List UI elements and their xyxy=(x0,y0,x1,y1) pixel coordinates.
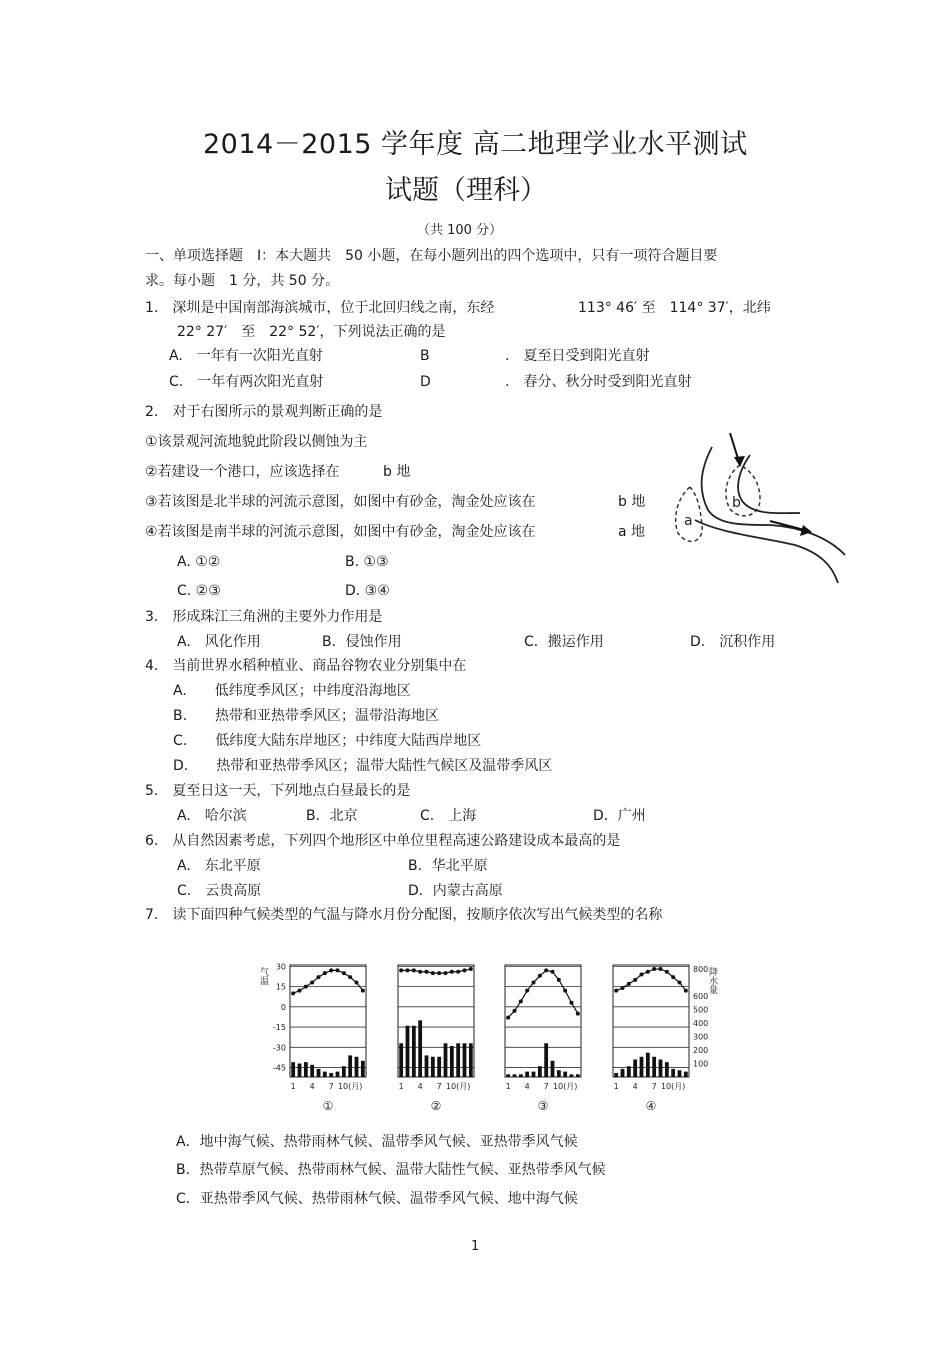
q1-option-a: A. 一年有一次阳光直射 xyxy=(169,348,323,364)
precip-bar xyxy=(355,1057,359,1077)
temp-point xyxy=(557,978,561,982)
q6-option-a: A. 东北平原 xyxy=(177,858,261,874)
x-tick-label: 4 xyxy=(417,1082,423,1091)
q7-stem: 7. 读下面四种气候类型的气温与降水月份分配图，按顺序依次写出气候类型的名称 xyxy=(145,907,663,923)
precip-bar xyxy=(640,1057,644,1077)
q5-stem: 5. 夏至日这一天，下列地点白昼最长的是 xyxy=(145,783,411,799)
precip-bar xyxy=(418,1020,422,1077)
q6-option-b: B．华北平原 xyxy=(408,858,488,874)
fig-label-b: b xyxy=(732,495,741,511)
temp-point xyxy=(678,981,682,985)
q1-option-d-letter: D xyxy=(420,374,431,390)
temp-point xyxy=(544,968,548,972)
q1-stem-coords: 113° 46′ 至 114° 37′，北纬 xyxy=(578,300,771,316)
q4-option-d: D. 热带和亚热带季风区；温带大陆性气候区及温带季风区 xyxy=(173,758,553,774)
precip-bar xyxy=(323,1072,327,1077)
temp-point xyxy=(304,985,308,989)
temp-point xyxy=(444,971,448,975)
panel-frame xyxy=(505,965,581,1077)
temp-line xyxy=(293,970,363,993)
q7-option-c: C．亚热带季风气候、热带雨林气候、温带季风气候、地中海气候 xyxy=(176,1191,578,1207)
q1-option-c: C. 一年有两次阳光直射 xyxy=(169,374,324,390)
q3-option-c: C．搬运作用 xyxy=(524,634,604,650)
temp-point xyxy=(463,968,467,972)
temp-point xyxy=(291,991,295,995)
precip-bar xyxy=(551,1061,555,1077)
precip-bar xyxy=(684,1072,688,1077)
precip-bar xyxy=(336,1072,340,1077)
temp-point xyxy=(513,1009,517,1013)
precip-bar xyxy=(513,1074,517,1077)
temp-point xyxy=(336,968,340,972)
q4-option-b: B. 热带和亚热带季风区；温带沿海地区 xyxy=(173,708,440,724)
temp-point xyxy=(399,968,403,972)
precip-bar xyxy=(348,1055,352,1077)
x-tick-label: 7 xyxy=(651,1082,657,1091)
precip-bar xyxy=(506,1074,510,1077)
q2-stem: 2. 对于右图所示的景观判断正确的是 xyxy=(145,404,383,420)
temp-point xyxy=(469,967,473,971)
q2-statement-3-tail: b 地 xyxy=(618,494,646,510)
temp-point xyxy=(614,989,618,993)
x-tick-label: 10(月) xyxy=(660,1082,686,1091)
right-tick-label: 600 xyxy=(693,992,709,1002)
river-bank-lower xyxy=(738,455,800,513)
precip-bar xyxy=(291,1062,295,1077)
precip-bar xyxy=(456,1043,460,1077)
x-tick-label: 7 xyxy=(328,1082,334,1091)
q4-option-c: C. 低纬度大陆东岸地区；中纬度大陆西岸地区 xyxy=(173,733,482,749)
section-instruction-line1: 一、单项选择题 I：本大题共 50 小题，在每小题列出的四个选项中，只有一项符合题目要 xyxy=(145,248,718,264)
precip-bar xyxy=(304,1062,308,1077)
precip-bar xyxy=(298,1064,302,1077)
x-tick-label: 4 xyxy=(632,1082,638,1091)
q1-option-b-letter: B xyxy=(420,348,430,364)
precip-bar xyxy=(399,1043,403,1077)
temp-point xyxy=(431,971,435,975)
q6-option-d: D．内蒙古高原 xyxy=(408,883,503,899)
temp-point xyxy=(646,970,650,974)
x-tick-label: 7 xyxy=(543,1082,549,1091)
temp-point xyxy=(348,975,352,979)
left-tick-label: -15 xyxy=(272,1023,286,1033)
right-tick-label: 300 xyxy=(693,1032,709,1042)
q5-option-b: B．北京 xyxy=(306,808,358,824)
right-tick-label: 200 xyxy=(693,1046,709,1056)
panel-label: ④ xyxy=(645,1099,657,1113)
temp-point xyxy=(640,972,644,976)
temp-point xyxy=(323,971,327,975)
q4-stem: 4. 当前世界水稻种植业、商品谷物农业分别集中在 xyxy=(145,658,467,674)
panel-label: ③ xyxy=(537,1099,549,1113)
fig-label-a: a xyxy=(684,513,693,529)
river-meander-figure xyxy=(660,425,860,590)
x-tick-label: 10(月) xyxy=(337,1082,363,1091)
temp-point xyxy=(412,968,416,972)
temp-line xyxy=(616,969,686,991)
q3-option-a: A. 风化作用 xyxy=(177,634,261,650)
precip-bar xyxy=(463,1043,467,1077)
q1-option-d: . 春分、秋分时受到阳光直射 xyxy=(505,374,692,390)
temp-point xyxy=(563,989,567,993)
left-tick-label: 15 xyxy=(275,982,286,992)
temp-point xyxy=(506,1016,510,1020)
precip-bar xyxy=(444,1043,448,1077)
page-subtitle: 试题（理科） xyxy=(385,175,547,206)
river-bank-upper xyxy=(702,447,845,555)
x-tick-label: 1 xyxy=(398,1082,404,1091)
q2-option-d: D. ③④ xyxy=(345,583,390,599)
q1-stem-line2: 22° 27′ 至 22° 52′，下列说法正确的是 xyxy=(177,324,446,340)
temp-point xyxy=(665,970,669,974)
left-tick-label: -30 xyxy=(272,1043,286,1053)
precip-bar xyxy=(614,1073,618,1077)
precip-bar xyxy=(342,1066,346,1077)
right-tick-label: 500 xyxy=(693,1005,709,1015)
q4-option-a: A. 低纬度季风区；中纬度沿海地区 xyxy=(173,683,411,699)
q5-option-d: D．广州 xyxy=(593,808,646,824)
precip-bar xyxy=(437,1057,441,1077)
right-axis-label: 降水量 xyxy=(707,967,717,994)
precip-bar xyxy=(317,1069,321,1077)
q2-statement-3: ③若该图是北半球的河流示意图，如图中有砂金，淘金处应该在 xyxy=(145,494,536,510)
precip-bar xyxy=(576,1074,580,1077)
precip-bar xyxy=(450,1046,454,1077)
page-title: 2014－2015 学年度 高二地理学业水平测试 xyxy=(203,129,748,160)
temp-line xyxy=(508,970,578,1017)
left-tick-label: 0 xyxy=(280,1002,286,1012)
precip-bar xyxy=(412,1026,416,1077)
temp-point xyxy=(532,981,536,985)
left-tick-label: -45 xyxy=(272,1063,286,1073)
right-tick-label: 100 xyxy=(693,1059,709,1069)
left-tick-label: 30 xyxy=(275,962,286,972)
temp-point xyxy=(570,1001,574,1005)
x-tick-label: 1 xyxy=(290,1082,296,1091)
q2-option-b: B. ①③ xyxy=(345,554,389,570)
temp-point xyxy=(538,974,542,978)
climate-charts xyxy=(250,955,730,1115)
x-tick-label: 1 xyxy=(505,1082,511,1091)
precip-bar xyxy=(665,1062,669,1077)
q5-option-a: A. 哈尔滨 xyxy=(177,808,247,824)
temp-point xyxy=(652,967,656,971)
q2-statement-4-tail: a 地 xyxy=(618,524,646,540)
precip-bar xyxy=(646,1053,650,1077)
q7-option-b: B．热带草原气候、热带雨林气候、温带大陆性气候、亚热带季风气候 xyxy=(176,1162,606,1178)
x-tick-label: 4 xyxy=(309,1082,315,1091)
precip-bar xyxy=(652,1057,656,1077)
right-tick-label: 800 xyxy=(693,965,709,975)
q2-option-c: C. ②③ xyxy=(177,583,221,599)
x-tick-label: 7 xyxy=(436,1082,442,1091)
q3-option-d: D. 沉积作用 xyxy=(690,634,776,650)
precip-bar xyxy=(406,1026,410,1077)
precip-bar xyxy=(425,1055,429,1077)
precip-bar xyxy=(329,1073,333,1077)
page-number: 1 xyxy=(471,1239,480,1254)
q3-option-b: B．侵蚀作用 xyxy=(322,634,402,650)
precip-bar xyxy=(431,1057,435,1077)
precip-bar xyxy=(570,1074,574,1077)
precip-bar xyxy=(563,1072,567,1077)
precip-bar xyxy=(532,1072,536,1077)
temp-point xyxy=(684,989,688,993)
river-bank-lower-ext xyxy=(695,520,838,583)
q7-option-a: A．地中海气候、热带雨林气候、温带季风气候、亚热带季风气候 xyxy=(176,1134,578,1150)
temp-point xyxy=(519,999,523,1003)
q5-option-c: C. 上海 xyxy=(420,808,477,824)
temp-point xyxy=(576,1012,580,1016)
temp-line xyxy=(401,969,471,973)
x-tick-label: 10(月) xyxy=(445,1082,471,1091)
panel-frame xyxy=(613,965,689,1077)
arrow-down-icon xyxy=(730,433,745,467)
precip-bar xyxy=(519,1074,523,1077)
q2-statement-2: ②若建设一个港口，应该选择在 xyxy=(145,464,340,480)
temp-point xyxy=(361,989,365,993)
q6-stem: 6. 从自然因素考虑，下列四个地形区中单位里程高速公路建设成本最高的是 xyxy=(145,833,621,849)
precip-bar xyxy=(557,1070,561,1077)
q2-statement-1: ①该景观河流地貌此阶段以侧蚀为主 xyxy=(145,434,368,450)
q2-statement-2-tail: b 地 xyxy=(383,464,411,480)
temp-point xyxy=(342,971,346,975)
temp-point xyxy=(633,978,637,982)
temp-point xyxy=(310,981,314,985)
temp-point xyxy=(450,970,454,974)
right-tick-label: 400 xyxy=(693,1019,709,1029)
precip-bar xyxy=(659,1059,663,1077)
precip-bar xyxy=(633,1059,637,1077)
temp-point xyxy=(329,968,333,972)
temp-point xyxy=(525,989,529,993)
section-instruction-line2: 求。每小题 1 分，共 50 分。 xyxy=(145,273,340,289)
precip-bar xyxy=(678,1070,682,1077)
precip-bar xyxy=(538,1066,542,1077)
q6-option-c: C. 云贵高原 xyxy=(177,883,262,899)
precip-bar xyxy=(469,1043,473,1077)
temp-point xyxy=(659,967,663,971)
precip-bar xyxy=(627,1066,631,1077)
precip-bar xyxy=(671,1069,675,1077)
temp-point xyxy=(437,971,441,975)
q2-statement-4: ④若该图是南半球的河流示意图，如图中有砂金，淘金处应该在 xyxy=(145,524,536,540)
temp-point xyxy=(627,982,631,986)
temp-point xyxy=(298,989,302,993)
temp-point xyxy=(621,986,625,990)
q1-stem: 1. 深圳是中国南部海滨城市，位于北回归线之南，东经 xyxy=(145,300,495,316)
temp-point xyxy=(425,970,429,974)
temp-point xyxy=(551,970,555,974)
q2-option-a: A. ①② xyxy=(177,554,221,570)
x-tick-label: 1 xyxy=(613,1082,619,1091)
x-tick-label: 4 xyxy=(524,1082,530,1091)
total-score: （共 100 分） xyxy=(417,223,503,238)
precip-bar xyxy=(544,1043,548,1077)
q3-stem: 3. 形成珠江三角洲的主要外力作用是 xyxy=(145,609,383,625)
temp-point xyxy=(355,981,359,985)
precip-bar xyxy=(525,1072,529,1077)
q1-option-b: . 夏至日受到阳光直射 xyxy=(505,348,650,364)
temp-point xyxy=(406,968,410,972)
precip-bar xyxy=(361,1061,365,1077)
left-axis-label: 气温 xyxy=(258,967,268,985)
panel-label: ① xyxy=(322,1099,334,1113)
precip-bar xyxy=(621,1069,625,1077)
precip-bar xyxy=(310,1065,314,1077)
temp-point xyxy=(317,975,321,979)
x-tick-label: 10(月) xyxy=(552,1082,578,1091)
temp-point xyxy=(456,970,460,974)
temp-point xyxy=(418,970,422,974)
panel-label: ② xyxy=(430,1099,442,1113)
temp-point xyxy=(671,975,675,979)
